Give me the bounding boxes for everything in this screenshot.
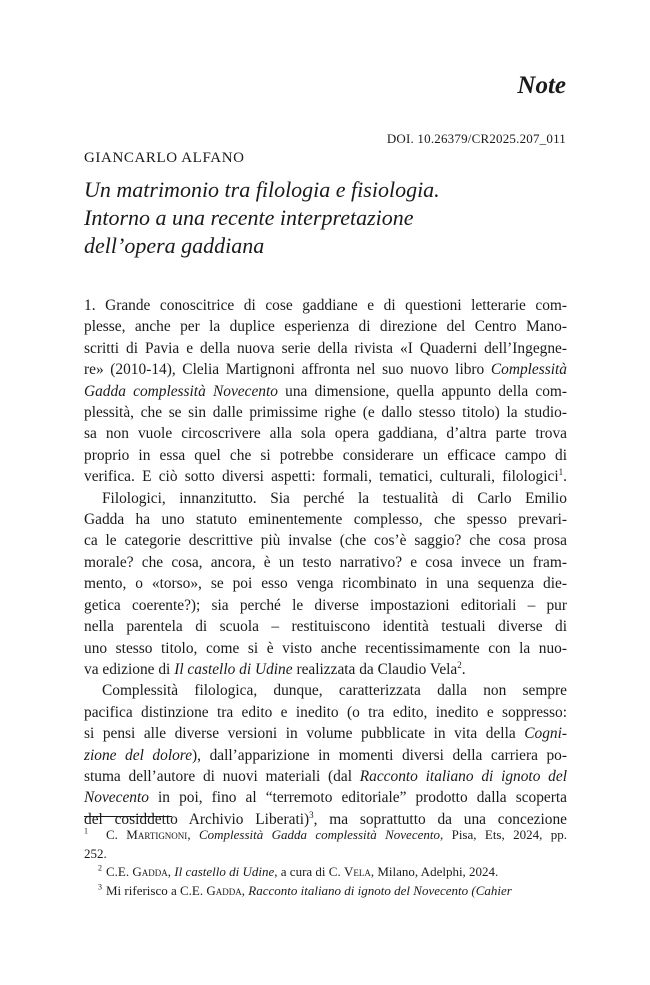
body-line: pacifica distinzione tra edito e inedito (o tra edito, inedito e soppresso: — [84, 703, 567, 721]
body-line: Filologici, innanzitutto. Sia perché la testualità di Carlo Emilio — [102, 489, 567, 507]
body-line: verifica. E ciò sotto diversi aspetti: formali, tematici, culturali, filologici$^1$. — [84, 467, 567, 486]
body-line: zione del dolore), dall’apparizione in momenti diversi della carriera po- — [84, 746, 567, 764]
section-label: Note — [517, 72, 566, 99]
footnote-ref: 1 — [558, 467, 564, 478]
body-line: proprio in essa quel che si potrebbe considerare un efficace campo di — [84, 446, 567, 464]
body-line: mento, o «torso», se poi esso venga ricombinato in una sequenza die- — [84, 575, 567, 593]
body-line: re» (2010-14), Clelia Martignoni affronta nel suo nuovo libro Complessità — [84, 361, 567, 379]
body-line: Complessità filologica, dunque, caratterizzata dalla non sempre — [102, 682, 567, 700]
body-line: ca le categorie descrittive più invalse (che cos’è saggio? che cosa prosa — [84, 532, 567, 550]
footnotes — [84, 826, 567, 900]
footnote-number — [84, 826, 102, 845]
body-line: plessità, che se sin dalle primissime righe (e dallo stesso titolo) la studio- — [84, 404, 567, 422]
footnote: $^1$ C. Martignoni, Complessità Gadda complessità Novecento, Pisa, Ets, 2024, pp. — [84, 826, 567, 845]
body-line: 1. Grande conoscitrice di cose gaddiane e di questioni letterarie com- — [84, 297, 567, 314]
body-line: del cosiddetto Archivio Liberati)$^3$, ma soprattutto da una concezione — [84, 809, 567, 828]
italic-title: Complessità — [490, 361, 567, 379]
title-line: dell’opera gaddiana — [84, 233, 265, 258]
author-name: Gadda — [206, 882, 242, 898]
footnote-continuation: 252. — [84, 845, 107, 861]
footnote-marker: 2 — [98, 863, 102, 873]
body-line: Gadda ha uno statuto eminentemente complesso, che spesso prevari- — [84, 511, 567, 529]
author-name: Gadda — [132, 864, 168, 879]
body-line: sa non vuole circoscrivere alla sola opera gaddiana, d’altra parte trova — [84, 425, 567, 443]
footnote-number — [84, 882, 102, 901]
footnote-ref: 2 — [457, 659, 462, 670]
body-line: uno stesso titolo, come si è visto anche recentissimamente con la nuo- — [84, 639, 567, 657]
body-line: stuma dell’autore di nuovi materiali (dal Racconto italiano di ignoto del — [84, 767, 567, 785]
body-line: Novecento in poi, fino al “terremoto editoriale” prodotto dalla scoperta — [84, 789, 567, 807]
footnote: $^3$ Mi riferisco a C.E. Gadda, Racconto italiano di ignoto del Novecento (Cahier — [84, 882, 567, 901]
italic-title: zione del dolore — [84, 746, 193, 764]
italic-title: Novecento — [84, 789, 149, 807]
italic-title: Racconto italiano di ignoto del — [359, 767, 567, 785]
editor-name: Vela — [343, 864, 371, 879]
work-title: Racconto italiano di ignoto del Novecento (Cahier — [248, 882, 512, 898]
work-title: Complessità Gadda complessità Novecento — [198, 827, 440, 842]
article-title — [84, 176, 564, 260]
footnote-marker: 3 — [98, 882, 102, 892]
footnote-rule — [84, 816, 172, 817]
body-line: Gadda complessità Novecento una dimensione, quella appunto della com- — [84, 382, 567, 400]
italic-title: Il castello di Udine — [174, 660, 293, 678]
body-line: getica coerente?); sia perché le diverse impostazioni editoriali – pur — [84, 596, 567, 614]
body-line: scritti di Pavia e della nuova serie della rivista «I Quaderni dell’Ingegne- — [84, 339, 567, 357]
italic-title: Gadda complessità Novecento — [84, 382, 278, 400]
footnote: $^2$ C.E. Gadda, Il castello di Udine, a cura di C. Vela, Milano, Adelphi, 2024. — [84, 863, 567, 882]
footnote-ref: 3 — [309, 809, 314, 820]
italic-title: Cogni- — [524, 725, 567, 743]
body-line: plesse, anche per la duplice esperienza di direzione del Centro Mano- — [84, 318, 567, 336]
body-line: morale? che cosa, ancora, è un testo narrativo? e cosa invece un fram- — [84, 553, 567, 571]
footnote-number — [84, 863, 102, 882]
footnote-marker: 1 — [84, 826, 88, 836]
doi: DOI. 10.26379/CR2025.207_011 — [386, 131, 566, 146]
body-line: si pensi alle diverse versioni in volume pubblicate in vita della Cogni- — [84, 725, 567, 743]
body-text — [84, 295, 567, 830]
title-line: Un matrimonio tra filologia e fisiologia. — [84, 177, 440, 202]
body-line: va edizione di Il castello di Udine realizzata da Claudio Vela$^2$. — [84, 659, 466, 678]
body-line: nella parentela di scuola – restituiscono identità testuali diverse di — [84, 618, 567, 636]
work-title: Il castello di Udine — [174, 864, 275, 879]
title-line: Intorno a una recente interpretazione — [84, 205, 414, 230]
author-name: Martignoni — [126, 827, 188, 842]
author-name: GIANCARLO ALFANO — [84, 150, 245, 166]
